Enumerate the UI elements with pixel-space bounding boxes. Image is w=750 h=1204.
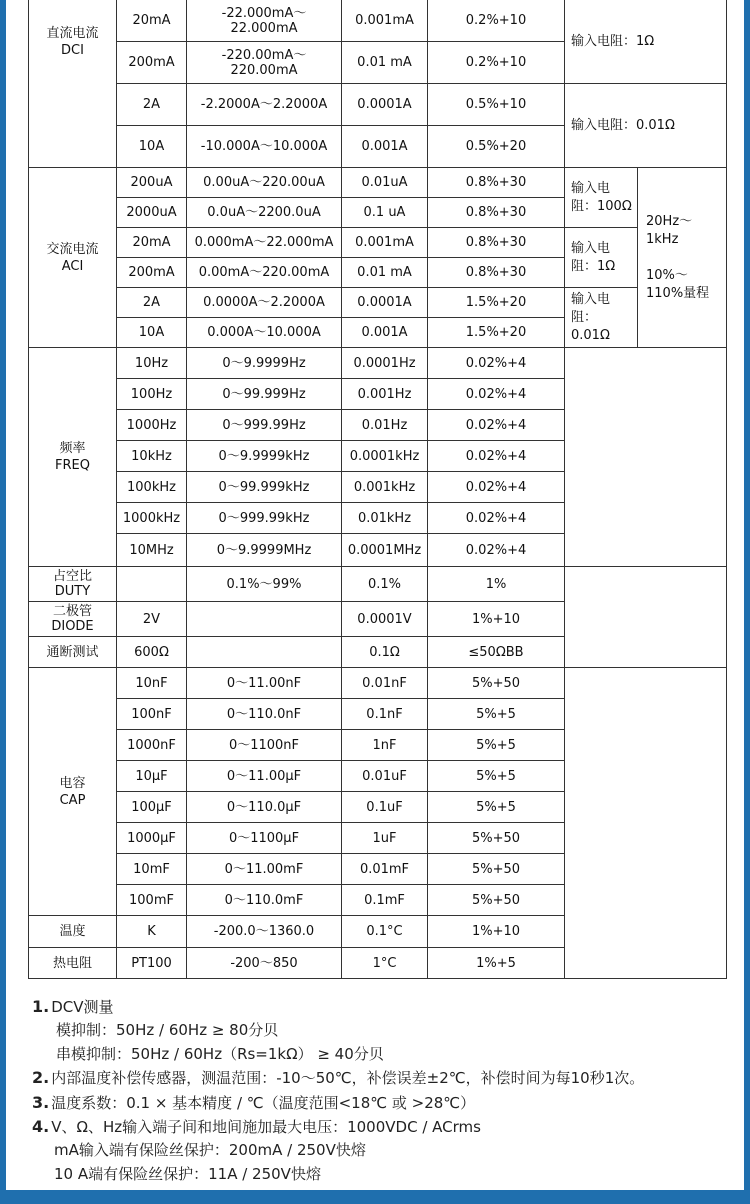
range-cell: 200mA bbox=[117, 42, 187, 84]
footnotes bbox=[32, 995, 742, 1186]
span-cell: 0～110.0μF bbox=[187, 792, 342, 823]
span-cell: 0.000mA～22.000mA bbox=[187, 228, 342, 258]
span-cell: 0～1100μF bbox=[187, 823, 342, 854]
range-cell: 2000uA bbox=[117, 198, 187, 228]
accuracy-cell: 1.5%+20 bbox=[428, 318, 565, 348]
accuracy-cell: 0.02%+4 bbox=[428, 410, 565, 441]
range-cell: 100Hz bbox=[117, 379, 187, 410]
span-cell: -22.000mA～ 22.000mA bbox=[187, 0, 342, 42]
range-cell: PT100 bbox=[117, 948, 187, 979]
resolution-cell: 0.1 uA bbox=[342, 198, 428, 228]
range-cell: 2A bbox=[117, 84, 187, 126]
category-diode: 二极管 DIODE bbox=[29, 602, 117, 637]
note-cell: 输入电阻：1Ω bbox=[565, 0, 727, 84]
range-cell: 10nF bbox=[117, 668, 187, 699]
resolution-cell: 0.01Hz bbox=[342, 410, 428, 441]
category-continuity: 通断测试 bbox=[29, 637, 117, 668]
empty-note-cell bbox=[565, 668, 727, 979]
range-cell: 10A bbox=[117, 126, 187, 168]
note-4-line: mA输入端有保险丝保护：200mA / 250V快熔 bbox=[54, 1141, 366, 1160]
resolution-cell: 0.0001A bbox=[342, 84, 428, 126]
resolution-cell: 1nF bbox=[342, 730, 428, 761]
accuracy-cell: 0.8%+30 bbox=[428, 228, 565, 258]
accuracy-cell: 0.02%+4 bbox=[428, 534, 565, 567]
span-cell: 0～11.00μF bbox=[187, 761, 342, 792]
accuracy-cell: 1% bbox=[428, 567, 565, 602]
resolution-cell: 0.001A bbox=[342, 318, 428, 348]
range-cell: 100nF bbox=[117, 699, 187, 730]
span-cell: 0～99.999Hz bbox=[187, 379, 342, 410]
accuracy-cell: 5%+50 bbox=[428, 823, 565, 854]
range-cell: 20mA bbox=[117, 0, 187, 42]
accuracy-cell: 0.02%+4 bbox=[428, 379, 565, 410]
range-cell: 100μF bbox=[117, 792, 187, 823]
resolution-cell: 0.01uA bbox=[342, 168, 428, 198]
range-cell: 100mF bbox=[117, 885, 187, 916]
span-cell: 0～999.99Hz bbox=[187, 410, 342, 441]
span-cell: 0～9.9999MHz bbox=[187, 534, 342, 567]
range-cell: 2V bbox=[117, 602, 187, 637]
range-cell: 10μF bbox=[117, 761, 187, 792]
empty-note-cell bbox=[565, 348, 727, 567]
spec-page bbox=[6, 0, 744, 1190]
note-cell: 输入电阻：0.01Ω bbox=[565, 84, 727, 168]
note-cell: 输入电 阻：0.01Ω bbox=[565, 288, 638, 348]
page-frame-bottom bbox=[0, 1190, 750, 1204]
table-row bbox=[29, 348, 727, 379]
accuracy-cell: 1.5%+20 bbox=[428, 288, 565, 318]
accuracy-cell: 0.5%+20 bbox=[428, 126, 565, 168]
accuracy-cell: 5%+5 bbox=[428, 792, 565, 823]
category-temp: 温度 bbox=[29, 916, 117, 948]
note-cell: 输入电 阻：100Ω bbox=[565, 168, 638, 228]
accuracy-cell: 0.02%+4 bbox=[428, 472, 565, 503]
accuracy-cell: ≤50ΩBB bbox=[428, 637, 565, 668]
category-rtd: 热电阻 bbox=[29, 948, 117, 979]
range-cell: 600Ω bbox=[117, 637, 187, 668]
span-cell: 0～9.9999kHz bbox=[187, 441, 342, 472]
spec-table bbox=[28, 0, 727, 979]
span-cell: 0～11.00nF bbox=[187, 668, 342, 699]
accuracy-cell: 5%+5 bbox=[428, 761, 565, 792]
accuracy-cell: 0.02%+4 bbox=[428, 348, 565, 379]
accuracy-cell: 1%+5 bbox=[428, 948, 565, 979]
resolution-cell: 0.1°C bbox=[342, 916, 428, 948]
range-cell: 200uA bbox=[117, 168, 187, 198]
resolution-cell: 0.001Hz bbox=[342, 379, 428, 410]
resolution-cell: 0.001A bbox=[342, 126, 428, 168]
accuracy-cell: 1%+10 bbox=[428, 602, 565, 637]
accuracy-cell: 5%+5 bbox=[428, 699, 565, 730]
category-aci: 交流电流 ACI bbox=[29, 168, 117, 348]
range-cell: 1000nF bbox=[117, 730, 187, 761]
resolution-cell: 0.0001Hz bbox=[342, 348, 428, 379]
note-1-line: 串模抑制：50Hz / 60Hz（Rs=1kΩ） ≥ 40分贝 bbox=[56, 1044, 384, 1063]
resolution-cell: 0.01kHz bbox=[342, 503, 428, 534]
span-cell: 0～99.999kHz bbox=[187, 472, 342, 503]
empty-note-cell bbox=[565, 567, 727, 668]
resolution-cell: 0.0001MHz bbox=[342, 534, 428, 567]
resolution-cell: 1uF bbox=[342, 823, 428, 854]
note-2: 2. 内部温度补偿传感器，测温范围：-10～50℃，补偿误差±2℃，补偿时间为每10秒1次。 bbox=[32, 1068, 645, 1088]
range-cell: 10MHz bbox=[117, 534, 187, 567]
frequency-note-cell: 20Hz～ 1kHz 10%～ 110%量程 bbox=[638, 168, 727, 348]
range-cell: 10A bbox=[117, 318, 187, 348]
resolution-cell: 0.001mA bbox=[342, 0, 428, 42]
table-row bbox=[29, 567, 727, 602]
resolution-cell: 0.0001V bbox=[342, 602, 428, 637]
accuracy-cell: 0.2%+10 bbox=[428, 0, 565, 42]
resolution-cell: 0.01 mA bbox=[342, 258, 428, 288]
resolution-cell: 0.0001kHz bbox=[342, 441, 428, 472]
resolution-cell: 0.01 mA bbox=[342, 42, 428, 84]
accuracy-cell: 5%+5 bbox=[428, 730, 565, 761]
note-3: 3. 温度系数：0.1 × 基本精度 / ℃（温度范围<18℃ 或 >28℃） bbox=[32, 1092, 476, 1112]
accuracy-cell: 0.2%+10 bbox=[428, 42, 565, 84]
note-1-line: 模抑制：50Hz / 60Hz ≥ 80分贝 bbox=[56, 1021, 279, 1040]
range-cell: 1000μF bbox=[117, 823, 187, 854]
accuracy-cell: 5%+50 bbox=[428, 885, 565, 916]
span-cell: 0～999.99kHz bbox=[187, 503, 342, 534]
range-cell: 2A bbox=[117, 288, 187, 318]
resolution-cell: 0.001mA bbox=[342, 228, 428, 258]
span-cell: -200～850 bbox=[187, 948, 342, 979]
resolution-cell: 0.1uF bbox=[342, 792, 428, 823]
table-row bbox=[29, 168, 727, 198]
table-row bbox=[29, 0, 727, 42]
accuracy-cell: 0.8%+30 bbox=[428, 198, 565, 228]
note-cell: 输入电 阻：1Ω bbox=[565, 228, 638, 288]
range-cell bbox=[117, 567, 187, 602]
resolution-cell: 0.01uF bbox=[342, 761, 428, 792]
accuracy-cell: 5%+50 bbox=[428, 668, 565, 699]
span-cell: 0～110.0nF bbox=[187, 699, 342, 730]
range-cell: 10mF bbox=[117, 854, 187, 885]
resolution-cell: 0.0001A bbox=[342, 288, 428, 318]
accuracy-cell: 5%+50 bbox=[428, 854, 565, 885]
range-cell: 10Hz bbox=[117, 348, 187, 379]
resolution-cell: 0.01nF bbox=[342, 668, 428, 699]
accuracy-cell: 0.02%+4 bbox=[428, 441, 565, 472]
range-cell: K bbox=[117, 916, 187, 948]
table-row bbox=[29, 668, 727, 699]
span-cell: -10.000A～10.000A bbox=[187, 126, 342, 168]
accuracy-cell: 0.8%+30 bbox=[428, 258, 565, 288]
span-cell: 0.1%～99% bbox=[187, 567, 342, 602]
span-cell: 0.00mA～220.00mA bbox=[187, 258, 342, 288]
note-4-line: 10 A端有保险丝保护：11A / 250V快熔 bbox=[54, 1164, 321, 1183]
span-cell: 0～9.9999Hz bbox=[187, 348, 342, 379]
span-cell: -200.0～1360.0 bbox=[187, 916, 342, 948]
table-row bbox=[29, 84, 727, 126]
resolution-cell: 1°C bbox=[342, 948, 428, 979]
table-row bbox=[29, 228, 727, 258]
page-frame-right bbox=[744, 0, 750, 1204]
span-cell: 0～1100nF bbox=[187, 730, 342, 761]
span-cell bbox=[187, 602, 342, 637]
accuracy-cell: 0.8%+30 bbox=[428, 168, 565, 198]
span-cell bbox=[187, 637, 342, 668]
span-cell: -2.2000A～2.2000A bbox=[187, 84, 342, 126]
category-freq: 频率 FREQ bbox=[29, 348, 117, 567]
span-cell: 0.00uA～220.00uA bbox=[187, 168, 342, 198]
resolution-cell: 0.01mF bbox=[342, 854, 428, 885]
range-cell: 200mA bbox=[117, 258, 187, 288]
span-cell: 0.0000A～2.2000A bbox=[187, 288, 342, 318]
span-cell: -220.00mA～ 220.00mA bbox=[187, 42, 342, 84]
category-dci: 直流电流 DCI bbox=[29, 0, 117, 168]
span-cell: 0.0uA～2200.0uA bbox=[187, 198, 342, 228]
accuracy-cell: 0.5%+10 bbox=[428, 84, 565, 126]
resolution-cell: 0.001kHz bbox=[342, 472, 428, 503]
range-cell: 20mA bbox=[117, 228, 187, 258]
category-cap: 电容 CAP bbox=[29, 668, 117, 916]
accuracy-cell: 0.02%+4 bbox=[428, 503, 565, 534]
range-cell: 100kHz bbox=[117, 472, 187, 503]
note-4: 4. V、Ω、Hz输入端子间和地间施加最大电压：1000VDC / ACrms bbox=[32, 1117, 481, 1137]
table-row bbox=[29, 288, 727, 318]
resolution-cell: 0.1Ω bbox=[342, 637, 428, 668]
note-1-title: 1. DCV测量 bbox=[32, 997, 114, 1016]
range-cell: 1000kHz bbox=[117, 503, 187, 534]
resolution-cell: 0.1mF bbox=[342, 885, 428, 916]
span-cell: 0～11.00mF bbox=[187, 854, 342, 885]
span-cell: 0.000A～10.000A bbox=[187, 318, 342, 348]
range-cell: 1000Hz bbox=[117, 410, 187, 441]
accuracy-cell: 1%+10 bbox=[428, 916, 565, 948]
resolution-cell: 0.1% bbox=[342, 567, 428, 602]
resolution-cell: 0.1nF bbox=[342, 699, 428, 730]
span-cell: 0～110.0mF bbox=[187, 885, 342, 916]
category-duty: 占空比 DUTY bbox=[29, 567, 117, 602]
range-cell: 10kHz bbox=[117, 441, 187, 472]
